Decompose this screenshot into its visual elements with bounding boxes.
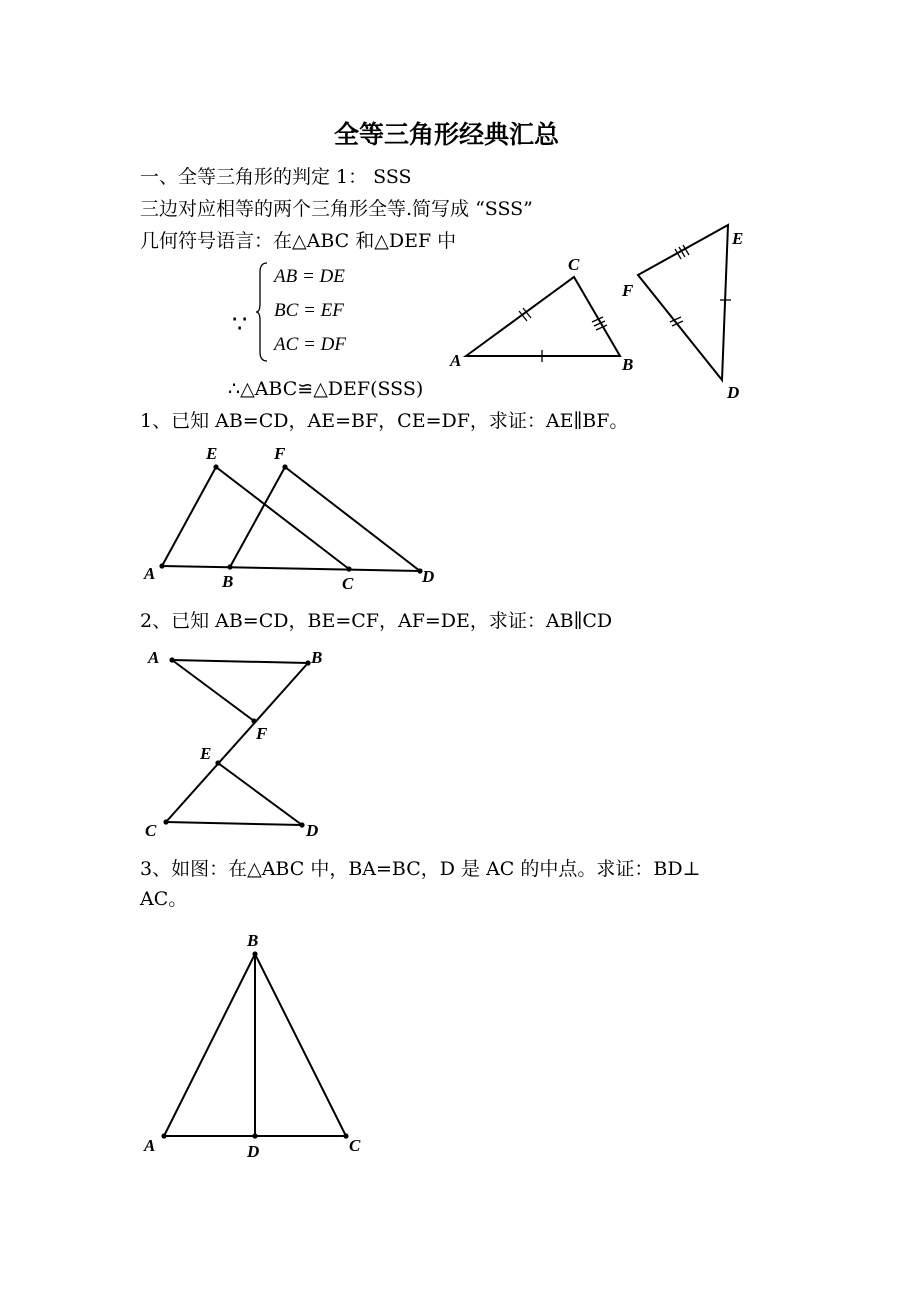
problem3-text-line2: AC。 [140, 888, 188, 910]
p2-label-f: F [256, 724, 268, 743]
p1-label-e: E [206, 444, 218, 463]
section1-heading: 一、全等三角形的判定 1： SSS [140, 166, 412, 188]
p1-label-a: A [144, 564, 156, 583]
p1-label-c: C [342, 574, 354, 593]
p3-label-b: B [247, 931, 259, 950]
section1-language: 几何符号语言：在△ABC 和△DEF 中 [140, 230, 457, 252]
problem3-text-line1: 3、如图：在△ABC 中，BA=BC，D 是 AC 的中点。求证：BD⊥ [140, 858, 701, 880]
p3-label-c: C [349, 1136, 361, 1155]
label-a: A [450, 351, 462, 370]
p3-label-a: A [144, 1136, 156, 1155]
condition-ac-df: AC = DF [274, 334, 346, 355]
conclusion: ∴△ABC≌△DEF(SSS) [228, 378, 424, 400]
p1-label-b: B [222, 572, 234, 591]
p3-label-d: D [247, 1142, 260, 1161]
condition-ab-de: AB = DE [274, 266, 345, 287]
section1-statement: 三边对应相等的两个三角形全等.简写成 “SSS” [140, 198, 533, 220]
p2-label-c: C [145, 821, 157, 840]
p2-label-e: E [200, 744, 212, 763]
problem1-text: 1、已知 AB=CD，AE=BF，CE=DF，求证：AE∥BF。 [140, 410, 629, 432]
page-title: 全等三角形经典汇总 [334, 120, 560, 149]
p1-label-f: F [274, 444, 286, 463]
p2-label-b: B [311, 648, 323, 667]
because-symbol: ∵ [232, 310, 248, 338]
condition-bc-ef: BC = EF [274, 300, 344, 321]
label-e: E [732, 229, 744, 248]
p1-label-d: D [422, 567, 435, 586]
label-c: C [568, 255, 580, 274]
p2-label-a: A [148, 648, 160, 667]
label-d: D [727, 383, 740, 402]
problem2-text: 2、已知 AB=CD，BE=CF，AF=DE，求证：AB∥CD [140, 610, 613, 632]
p2-label-d: D [306, 821, 319, 840]
label-b: B [622, 355, 634, 374]
label-f: F [622, 281, 634, 300]
